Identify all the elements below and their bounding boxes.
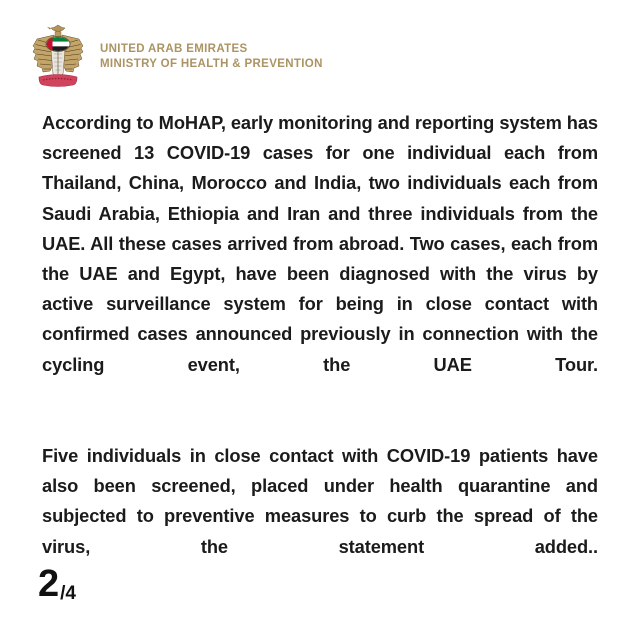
uae-falcon-emblem-icon	[28, 22, 88, 90]
ministry-header	[28, 22, 323, 90]
statement-paragraph-1: According to MoHAP, early monitoring and reporting system has screened 13 COVID-19 cases for one individual each from Thailand, China, Morocco and India, two individuals each from Saudi Arabia, Ethiopia and Iran and three individuals from the UAE. All these cases arrived from abroad. Two cases, each from the UAE and Egypt, have been diagnosed with the virus by active surveillance system for being in close contact with confirmed cases announced previously in connection with the cycling event, the UAE Tour.	[42, 112, 598, 375]
statement-body	[42, 108, 598, 592]
header-line-country: UNITED ARAB EMIRATES	[100, 43, 248, 55]
statement-paragraph-2: Five individuals in close contact with COVID-19 patients have also been screened, placed under health quarantine and subjected to preventive measures to curb the spread of the virus, the statement added..	[42, 445, 598, 557]
page-indicator-current: 2	[38, 563, 60, 605]
header-line-ministry: MINISTRY OF HEALTH & PREVENTION	[100, 58, 323, 70]
page-indicator	[38, 565, 76, 603]
ministry-name	[100, 40, 323, 72]
page-indicator-total: /4	[60, 583, 76, 604]
